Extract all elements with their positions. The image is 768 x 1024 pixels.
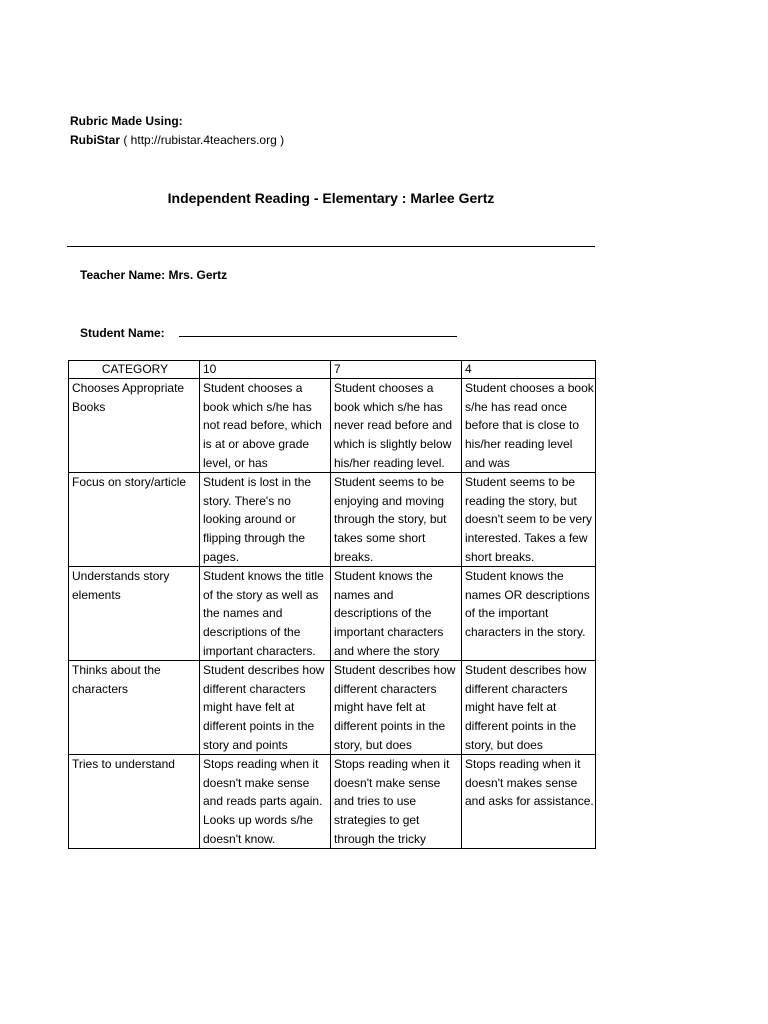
score-10-cell: Stops reading when it doesn't make sense and reads parts again. Looks up words s/he doesn't know. xyxy=(200,755,331,849)
score-10-cell: Student knows the title of the story as well as the names and descriptions of the important characters. xyxy=(200,567,331,661)
category-cell: Tries to understand xyxy=(69,755,200,849)
credit-line: Rubric Made Using: xyxy=(70,114,183,128)
teacher-name: Teacher Name: Mrs. Gertz xyxy=(80,268,228,282)
score-4-cell: Student describes how different characters might have felt at different points in the story, but does xyxy=(462,661,596,755)
student-name-field xyxy=(80,324,457,340)
column-header-category: CATEGORY xyxy=(69,361,200,379)
category-cell: Focus on story/article xyxy=(69,473,200,567)
divider xyxy=(67,246,595,247)
score-4-cell: Student chooses a book s/he has read once before that is close to his/her reading level and was xyxy=(462,379,596,473)
student-name-blank xyxy=(179,324,457,337)
score-7-cell: Student knows the names and descriptions of the important characters and where the story xyxy=(331,567,462,661)
source-url: ( http://rubistar.4teachers.org ) xyxy=(120,133,285,147)
category-cell: Thinks about the characters xyxy=(69,661,200,755)
table-row xyxy=(69,755,596,849)
document-title: Independent Reading - Elementary : Marlee Gertz xyxy=(167,190,495,206)
score-7-cell: Student chooses a book which s/he has never read before and which is slightly below his/her reading level. xyxy=(331,379,462,473)
rubric-table xyxy=(68,360,596,849)
score-10-cell: Student describes how different characters might have felt at different points in the story and points xyxy=(200,661,331,755)
column-header-10: 10 xyxy=(200,361,331,379)
score-7-cell: Stops reading when it doesn't make sense and tries to use strategies to get through the tricky xyxy=(331,755,462,849)
table-row xyxy=(69,567,596,661)
column-header-7: 7 xyxy=(331,361,462,379)
student-name-label: Student Name: xyxy=(80,326,165,340)
score-7-cell: Student describes how different characters might have felt at different points in the story, but does xyxy=(331,661,462,755)
table-row xyxy=(69,473,596,567)
brand-name: RubiStar xyxy=(70,133,121,147)
score-7-cell: Student seems to be enjoying and moving through the story, but takes some short breaks. xyxy=(331,473,462,567)
category-cell: Understands story elements xyxy=(69,567,200,661)
score-4-cell: Student knows the names OR descriptions of the important characters in the story. xyxy=(462,567,596,661)
category-cell: Chooses Appropriate Books xyxy=(69,379,200,473)
score-4-cell: Stops reading when it doesn't makes sense and asks for assistance. xyxy=(462,755,596,849)
score-10-cell: Student chooses a book which s/he has not read before, which is at or above grade level, or has xyxy=(200,379,331,473)
credit-source xyxy=(70,133,284,147)
table-header-row xyxy=(69,361,596,379)
table-row xyxy=(69,661,596,755)
score-10-cell: Student is lost in the story. There's no looking around or flipping through the pages. xyxy=(200,473,331,567)
score-4-cell: Student seems to be reading the story, but doesn't seem to be very interested. Takes a few short breaks. xyxy=(462,473,596,567)
column-header-4: 4 xyxy=(462,361,596,379)
table-row xyxy=(69,379,596,473)
